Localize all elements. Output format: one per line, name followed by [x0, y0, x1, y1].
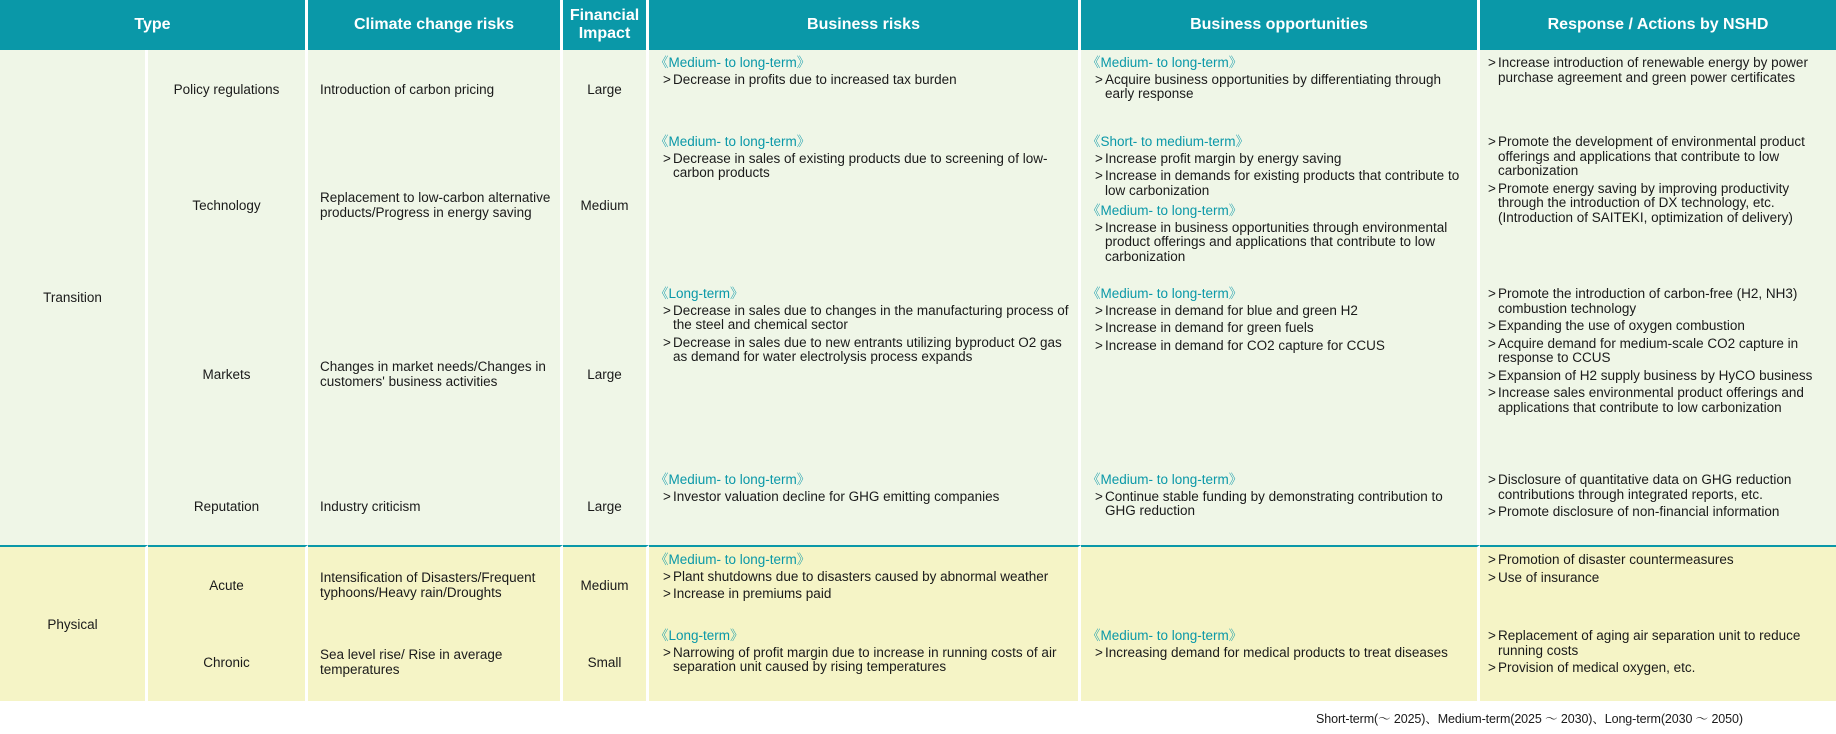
- list-item: > Acquire demand for medium-scale CO2 capture in response to CCUS: [1486, 337, 1830, 366]
- list-item: > Promote disclosure of non-financial information: [1486, 505, 1830, 520]
- term-label: 《Medium- to long-term》: [655, 134, 811, 149]
- term-label: 《Medium- to long-term》: [655, 55, 811, 70]
- risk-cell: Industry criticism: [308, 467, 563, 545]
- header-response: Response / Actions by NSHD: [1480, 0, 1836, 50]
- header-type: Type: [0, 0, 308, 50]
- header-financial-impact: Financial Impact: [563, 0, 649, 50]
- list-item: > Expanding the use of oxygen combustion: [1486, 319, 1830, 334]
- response-cell: [1480, 467, 1836, 545]
- response-cell: [1480, 623, 1836, 701]
- category-transition: Transition: [0, 50, 148, 545]
- risk-cell: Sea level rise/ Rise in average temperatures: [308, 623, 563, 701]
- opportunities-cell: [1081, 623, 1480, 701]
- opportunities-cell: [1081, 467, 1480, 545]
- header-row: [0, 0, 1836, 50]
- bullet-list: [1087, 152, 1471, 199]
- business-risks-cell: [649, 50, 1081, 129]
- list-item: > Increase introduction of renewable energy by power purchase agreement and green power certificates: [1486, 56, 1830, 85]
- subtype-cell: Reputation: [148, 467, 308, 545]
- term-label: 《Long-term》: [655, 286, 744, 301]
- subtype-cell: Chronic: [148, 623, 308, 701]
- list-item: > Decrease in sales due to new entrants utilizing byproduct O2 gas as demand for water electrolysis process expands: [655, 336, 1072, 365]
- list-item: > Disclosure of quantitative data on GHG reduction contributions through integrated reports, etc.: [1486, 473, 1830, 502]
- response-cell: [1480, 545, 1836, 623]
- list-item: > Increase in premiums paid: [655, 587, 1072, 602]
- term-label: 《Medium- to long-term》: [1087, 55, 1243, 70]
- list-item: > Expansion of H2 supply business by HyCO business: [1486, 369, 1830, 384]
- risk-cell: Changes in market needs/Changes in customers' business activities: [308, 281, 563, 467]
- list-item: > Investor valuation decline for GHG emitting companies: [655, 490, 1072, 505]
- term-label: 《Long-term》: [655, 628, 744, 643]
- impact-cell: Large: [563, 50, 649, 129]
- list-item: > Narrowing of profit margin due to increase in running costs of air separation unit caused by rising temperatures: [655, 646, 1072, 675]
- risk-cell: Replacement to low-carbon alternative products/Progress in energy saving: [308, 129, 563, 281]
- subtype-cell: Policy regulations: [148, 50, 308, 129]
- opportunities-cell: [1081, 545, 1480, 623]
- bullet-list: [655, 73, 1072, 88]
- bullet-list: [1486, 56, 1830, 85]
- business-risks-cell: [649, 281, 1081, 467]
- header-business-risks: Business risks: [649, 0, 1081, 50]
- list-item: > Acquire business opportunities by differentiating through early response: [1087, 73, 1471, 102]
- term-label: 《Medium- to long-term》: [655, 552, 811, 567]
- subtype-cell: Markets: [148, 281, 308, 467]
- table-row: [0, 50, 1836, 129]
- impact-cell: Small: [563, 623, 649, 701]
- bullet-list: [1486, 287, 1830, 416]
- list-item: > Promote energy saving by improving productivity through the introduction of DX technology, etc. (Introduction of SAITEKI, optimization of delivery): [1486, 182, 1830, 226]
- bullet-list: [1087, 490, 1471, 519]
- list-item: > Promote the introduction of carbon-free (H2, NH3) combustion technology: [1486, 287, 1830, 316]
- header-climate-risks: Climate change risks: [308, 0, 563, 50]
- bullet-list: [1087, 73, 1471, 102]
- bullet-list: [1486, 629, 1830, 676]
- list-item: > Increase in demand for blue and green H2: [1087, 304, 1471, 319]
- category-physical: Physical: [0, 545, 148, 701]
- table-row: [0, 623, 1836, 701]
- list-item: > Provision of medical oxygen, etc.: [1486, 661, 1830, 676]
- bullet-list: [1486, 473, 1830, 520]
- list-item: > Replacement of aging air separation unit to reduce running costs: [1486, 629, 1830, 658]
- opportunities-cell: [1081, 281, 1480, 467]
- table-row: [0, 545, 1836, 623]
- bullet-list: [655, 646, 1072, 675]
- risk-cell: Introduction of carbon pricing: [308, 50, 563, 129]
- list-item: > Increase in business opportunities through environmental product offerings and applications that contribute to low carbonization: [1087, 221, 1471, 265]
- response-cell: [1480, 129, 1836, 281]
- table-row: [0, 281, 1836, 467]
- bullet-list: [1087, 646, 1471, 661]
- term-label: 《Medium- to long-term》: [1087, 472, 1243, 487]
- list-item: > Continue stable funding by demonstrating contribution to GHG reduction: [1087, 490, 1471, 519]
- bullet-list: [1486, 553, 1830, 585]
- subtype-cell: Acute: [148, 545, 308, 623]
- list-item: > Plant shutdowns due to disasters caused by abnormal weather: [655, 570, 1072, 585]
- bullet-list: [655, 490, 1072, 505]
- table-row: [0, 129, 1836, 281]
- impact-cell: Medium: [563, 129, 649, 281]
- impact-cell: Medium: [563, 545, 649, 623]
- table-row: [0, 467, 1836, 545]
- term-label: 《Medium- to long-term》: [1087, 628, 1243, 643]
- subtype-cell: Technology: [148, 129, 308, 281]
- bullet-list: [655, 152, 1072, 181]
- list-item: > Increase sales environmental product offerings and applications that contribute to low carbonization: [1486, 386, 1830, 415]
- list-item: > Decrease in sales of existing products due to screening of low-carbon products: [655, 152, 1072, 181]
- business-risks-cell: [649, 623, 1081, 701]
- term-label: 《Medium- to long-term》: [655, 472, 811, 487]
- list-item: > Promote the development of environmental product offerings and applications that contribute to low carbonization: [1486, 135, 1830, 179]
- list-item: > Increase profit margin by energy saving: [1087, 152, 1471, 167]
- list-item: > Increase in demand for CO2 capture for CCUS: [1087, 339, 1471, 354]
- impact-cell: Large: [563, 467, 649, 545]
- business-risks-cell: [649, 129, 1081, 281]
- bullet-list: [1486, 135, 1830, 225]
- response-cell: [1480, 281, 1836, 467]
- term-footnote: Short-term(～ 2025)、Medium-term(2025 ～ 2030)、Long-term(2030 ～ 2050): [1316, 712, 1743, 726]
- list-item: > Promotion of disaster countermeasures: [1486, 553, 1830, 568]
- header-business-opportunities: Business opportunities: [1081, 0, 1480, 50]
- bullet-list: [1087, 221, 1471, 265]
- bullet-list: [1087, 304, 1471, 354]
- risk-cell: Intensification of Disasters/Frequent typhoons/Heavy rain/Droughts: [308, 545, 563, 623]
- response-cell: [1480, 50, 1836, 129]
- list-item: > Increasing demand for medical products to treat diseases: [1087, 646, 1471, 661]
- bullet-list: [655, 570, 1072, 602]
- term-label: 《Medium- to long-term》: [1087, 203, 1243, 219]
- list-item: > Increase in demands for existing products that contribute to low carbonization: [1087, 169, 1471, 198]
- term-label: 《Short- to medium-term》: [1087, 134, 1250, 149]
- business-risks-cell: [649, 545, 1081, 623]
- list-item: > Decrease in profits due to increased tax burden: [655, 73, 1072, 88]
- list-item: > Decrease in sales due to changes in the manufacturing process of the steel and chemical sector: [655, 304, 1072, 333]
- term-label: 《Medium- to long-term》: [1087, 286, 1243, 301]
- impact-cell: Large: [563, 281, 649, 467]
- opportunities-cell: [1081, 129, 1480, 281]
- bullet-list: [655, 304, 1072, 365]
- list-item: > Increase in demand for green fuels: [1087, 321, 1471, 336]
- list-item: > Use of insurance: [1486, 571, 1830, 586]
- business-risks-cell: [649, 467, 1081, 545]
- opportunities-cell: [1081, 50, 1480, 129]
